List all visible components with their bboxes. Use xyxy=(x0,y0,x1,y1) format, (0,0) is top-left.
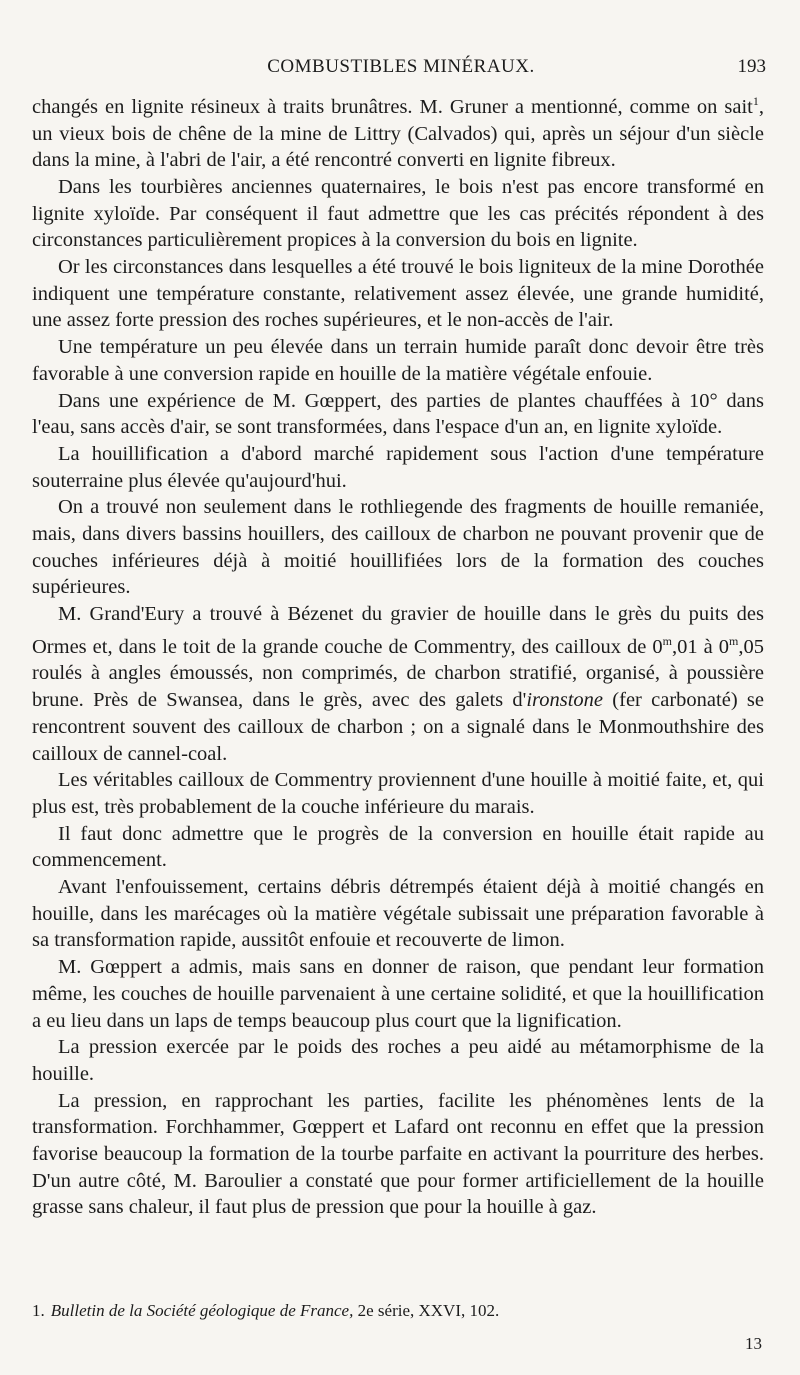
paragraph: Or les circonstances dans lesquelles a été trouvé le bois ligniteux de la mine Dorothée indiquent une température constante, relativement assez élevée, une grande humidité, une assez forte pression des roches supérieures, et le non-accès de l'air. xyxy=(32,256,764,332)
body-text xyxy=(32,88,764,1221)
footnote-reference: 2e série, XXVI, 102. xyxy=(353,1301,500,1320)
signature-mark: 13 xyxy=(745,1334,762,1353)
paragraph: Dans les tourbières anciennes quaternaires, le bois n'est pas encore transformé en lignite xyloïde. Par conséquent il faut admettre que les cas précités répondent à des circonstances particulièrement propices à la conversion du bois en lignite. xyxy=(32,175,764,252)
footnote-number: 1. xyxy=(32,1301,45,1320)
footnote-title: Bulletin de la Société géologique de France, xyxy=(50,1301,354,1320)
paragraph: On a trouvé non seulement dans le rothliegende des fragments de houille remaniée, mais, dans divers bassins houillers, des cailloux de charbon ne pouvant provenir que de couches inférieures déjà à moitié houillifiées lors de la formation des couches supérieures. xyxy=(32,496,764,599)
paragraph: Il faut donc admettre que le progrès de la conversion en houille était rapide au commencement. xyxy=(32,822,764,872)
paragraph: M. Grand'Eury a trouvé à Bézenet du gravier de houille dans le grès du puits des Ormes et, dans le toit de la grande couche de Commentry, des cailloux de 0$^m$,01 à 0$^m$,05 roulés à angles émoussés, non comprimés, de charbon stratifié, organisé, à poussière brune. Près de Swansea, dans le grès, avec des galets d'ironstone (fer carbonaté) se rencontrent souvent des cailloux de charbon ; on a signalé dans le Monmouthshire des cailloux de cannel-coal. xyxy=(32,603,765,765)
footnote xyxy=(32,1300,764,1322)
paragraph: La pression, en rapprochant les parties, facilite les phénomènes lents de la transformation. Forchhammer, Gœppert et Lafard ont reconnu en effet que la pression favorise beaucoup la formation de la tourbe parfaite en activant la pourriture des herbes. D'un autre côté, M. Baroulier a constaté que pour former artificiellement de la houille grasse sans chaleur, il faut plus de pression que pour la houille à gaz. xyxy=(32,1089,764,1219)
paragraph: Dans une expérience de M. Gœppert, des parties de plantes chauffées à 10° dans l'eau, sans accès d'air, se sont transformées, dans l'espace d'un an, en lignite xyloïde. xyxy=(32,389,764,439)
page-number: 193 xyxy=(737,56,766,77)
paragraph: Une température un peu élevée dans un terrain humide paraît donc devoir être très favorable à une conversion rapide en houille de la matière végétale enfouie. xyxy=(32,336,764,385)
running-title: COMBUSTIBLES MINÉRAUX. xyxy=(267,56,535,77)
page-header xyxy=(32,56,770,82)
paragraph: La houillification a d'abord marché rapidement sous l'action d'une température souterraine plus élevée qu'aujourd'hui. xyxy=(32,442,764,492)
paragraph: changés en lignite résineux à traits brunâtres. M. Gruner a mentionné, comme on sait$^1$, un vieux bois de chêne de la mine de Littry (Calvados) qui, après un séjour d'un siècle dans la mine, à l'abri de l'air, a été rencontré converti en lignite fibreux. xyxy=(32,94,764,172)
paragraph: Avant l'enfouissement, certains débris détrempés étaient déjà à moitié changés en houille, dans les marécages où la matière végétale subissait une préparation favorable à sa transformation rapide, aussitôt enfouie et recouverte de limon. xyxy=(32,876,764,952)
paragraph: Les véritables cailloux de Commentry proviennent d'une houille à moitié faite, et, qui plus est, très probablement de la couche inférieure du marais. xyxy=(32,769,764,818)
paragraph: La pression exercée par le poids des roches a peu aidé au métamorphisme de la houille. xyxy=(32,1036,764,1085)
paragraph: M. Gœppert a admis, mais sans en donner de raison, que pendant leur formation même, les couches de houille parvenaient à une certaine solidité, et que la houillification a eu lieu dans un laps de temps beaucoup plus court que la lignification. xyxy=(32,956,764,1032)
